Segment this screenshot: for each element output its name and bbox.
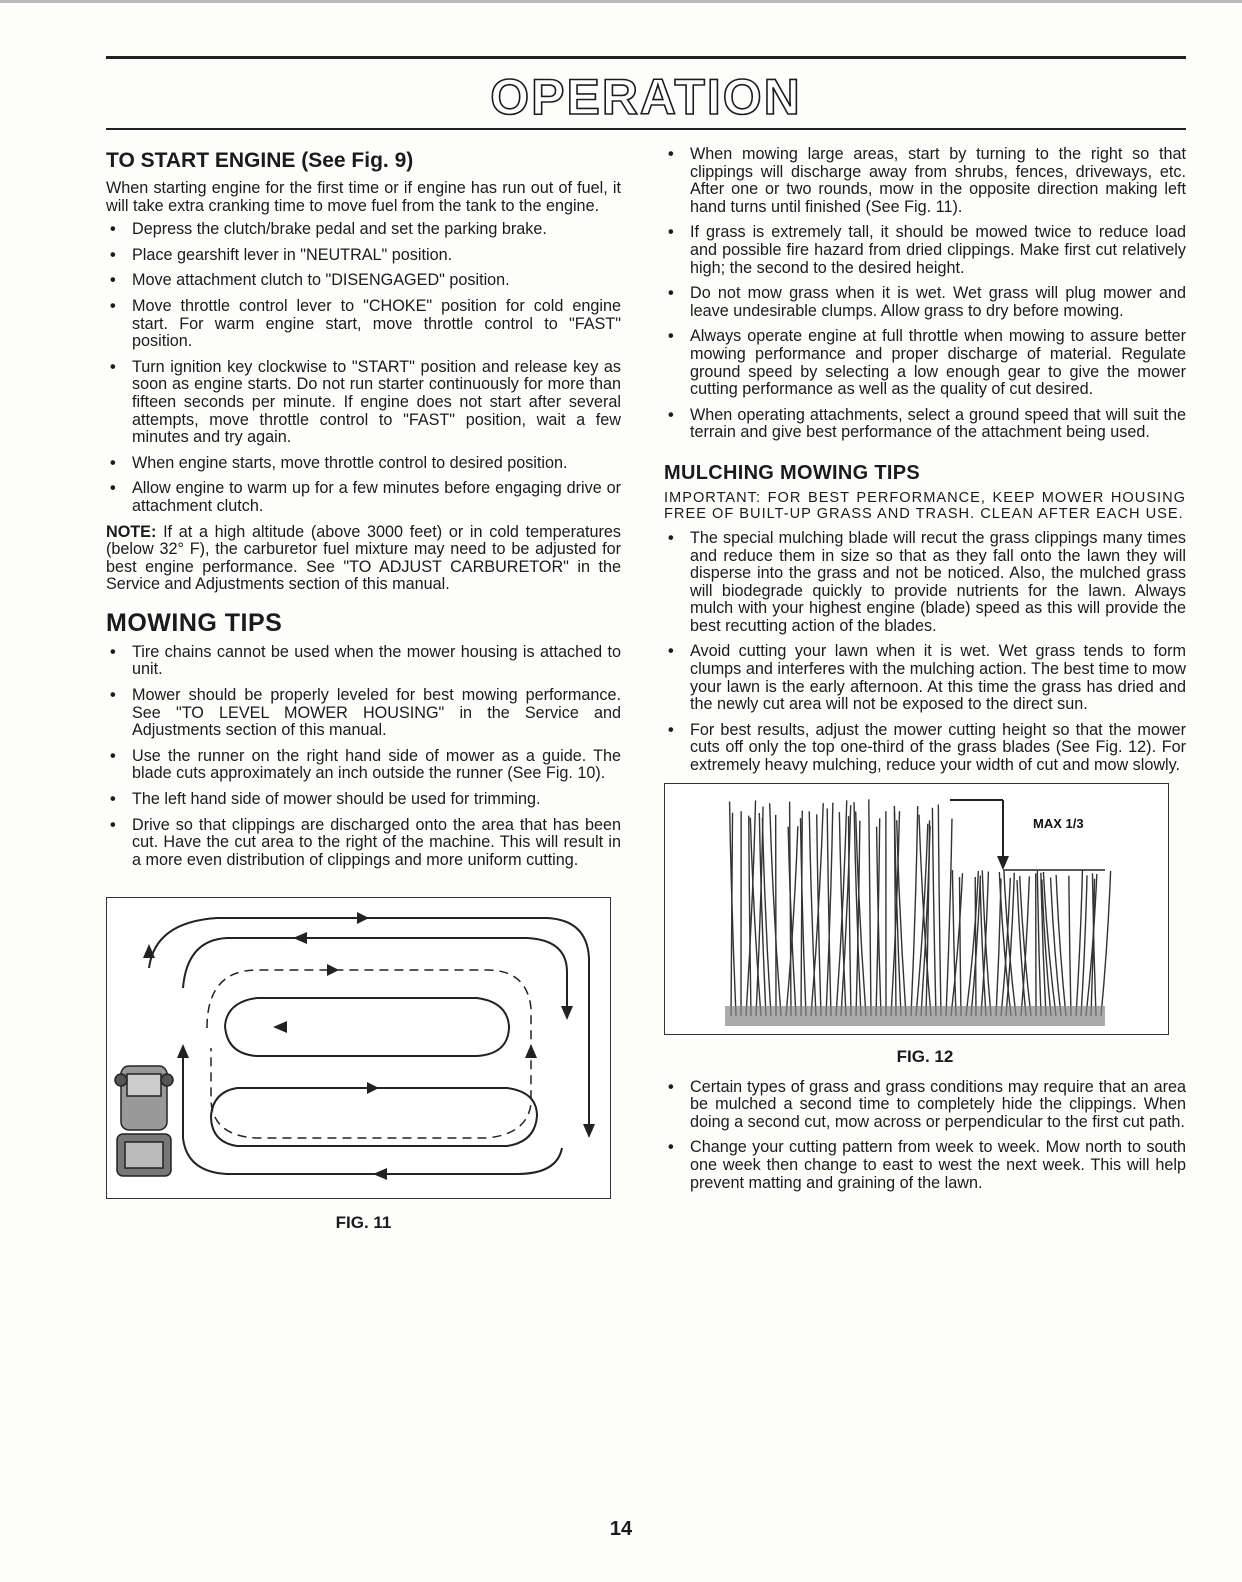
grass-blade [1037, 870, 1041, 1015]
fig11-mowing-pattern [106, 897, 611, 1199]
grass-blade [975, 877, 976, 1016]
important-notice: IMPORTANT: FOR BEST PERFORMANCE, KEEP MOWER HOUSING FREE OF BUILT-UP GRASS AND TRASH. CLEAN AFTER EACH USE. [664, 489, 1186, 522]
grass-blade [897, 820, 906, 1016]
mowing-tips-list [106, 644, 621, 870]
grass-blade [1056, 874, 1066, 1015]
max-label: MAX 1/3 [1033, 815, 1084, 831]
start-engine-heading: TO START ENGINE (See Fig. 9) [106, 149, 414, 172]
note-paragraph [106, 524, 621, 594]
list-item: • If grass is extremely tall, it should be mowed twice to reduce load and possible fire hazard from dried clippings. Make first cut relatively high; the second to the desired height. [668, 223, 1186, 277]
fig12-caption: FIG. 12 [896, 1046, 954, 1066]
tractor-icon [115, 1066, 173, 1176]
list-item: • Avoid cutting your lawn when it is wet. Wet grass tends to form clumps and interferes with the mulching action. The best time to mow your lawn is the early afternoon. At this time the grass has dried and the newly cut area will not be exposed to the direct sun. [668, 642, 1186, 714]
list-item: • The special mulching blade will recut the grass clippings many times and reduce them in size so that as they fall onto the lawn they will disperse into the grass and not be noticed. Also, the mulched grass will biodegrade quickly to provide nutrients for the lawn. Always mulch with your highest engine (blade) speed as this will provide the best recutting action of the blades. [668, 528, 1186, 635]
list-item: • Always operate engine at full throttle when mowing to assure better mowing performance and proper discharge of material. Regulate ground speed by selecting a low enough gear to give the mower cutting performance as well as the quality of cut desired. [668, 327, 1186, 399]
list-item: • Depress the clutch/brake pedal and set the parking brake. [110, 220, 547, 239]
grass-blade [1020, 876, 1031, 1016]
top-rule [106, 56, 1186, 59]
list-item: • Allow engine to warm up for a few minutes before engaging drive or attachment clutch. [110, 479, 621, 515]
fig12-grass-height [664, 783, 1169, 1035]
list-item: • The left hand side of mower should be used for trimming. [110, 790, 541, 809]
list-item: • When mowing large areas, start by turning to the right so that clippings will discharge away from shrubs, fences, driveways, etc. After one or two rounds, mow in the opposite direction making left hand turns until finished (See Fig. 11). [668, 145, 1186, 216]
note-label: NOTE: [106, 522, 157, 541]
mowing-pattern-illustration [107, 898, 610, 1198]
grass-blade [809, 811, 816, 1016]
list-item: • When engine starts, move throttle control to desired position. [110, 453, 568, 472]
grass-blade [932, 807, 936, 1015]
list-item: • Move throttle control lever to "CHOKE" position for cold engine start. For warm engine start, move throttle control to "FAST" position. [110, 296, 621, 351]
scan-edge [0, 0, 1242, 3]
list-item: • Do not mow grass when it is wet. Wet grass will plug mower and leave undesirable clumps. Allow grass to dry before mowing. [668, 284, 1186, 320]
grass-blade [982, 870, 991, 1016]
list-item: • Move attachment clutch to "DISENGAGED" position. [110, 271, 510, 290]
list-item: • Change your cutting pattern from week to week. Mow north to south one week then change to east to west the next week. This will help prevent matting and graining of the lawn. [668, 1138, 1186, 1192]
mulching-heading: MULCHING MOWING TIPS [664, 461, 920, 484]
grass-blade [762, 818, 771, 1016]
list-item: • Tire chains cannot be used when the mower housing is attached to unit. [110, 642, 621, 679]
grass-blade [1076, 870, 1082, 1016]
list-item: • Place gearshift lever in "NEUTRAL" position. [110, 245, 453, 264]
start-engine-list [106, 221, 621, 515]
list-item: • Use the runner on the right hand side of mower as a guide. The blade cuts approximately an inch outside the runner (See Fig. 10). [110, 746, 621, 783]
left-column [106, 140, 621, 1233]
grass-blade [869, 799, 871, 1016]
mowing-tips-heading: MOWING TIPS [106, 608, 283, 637]
page-number: 14 [609, 1518, 633, 1540]
grass-blade [938, 804, 941, 1016]
grass-blade [911, 806, 918, 1016]
list-item: • Mower should be properly leveled for best mowing performance. See "TO LEVEL MOWER HOUSING" in the Service and Adjustments section of this manual. [110, 686, 621, 740]
list-item: • Drive so that clippings are discharged onto the area that has been cut. Have the cut area to the right of the machine. This will result in a more even distribution of clippings and more uniform cutting. [110, 815, 621, 869]
grass-illustration [665, 784, 1168, 1034]
note-text: If at a high altitude (above 3000 feet) or in cold temperatures (below 32° F), the carburetor fuel mixture may need to be adjusted for best engine performance. See "TO ADJUST CARBURETOR" in the Service and Adjustments section of this manual. [106, 522, 621, 594]
grass-blade [946, 818, 952, 1015]
grass-blades [730, 799, 1111, 1016]
list-item: • Certain types of grass and grass conditions may require that an area be mulched a second time to completely hide the clippings. When doing a second cut, mow across or perpendicular to the first cut path. [668, 1077, 1186, 1131]
start-engine-intro: When starting engine for the first time or if engine has run out of fuel, it will take extra cranking time to move fuel from the tank to the engine. [106, 179, 621, 215]
list-item: • For best results, adjust the mower cutting height so that the mower cuts off only the top one-third of the grass blades (See Fig. 12). For extremely heavy mulching, reduce your width of cut and mow slowly. [668, 720, 1186, 775]
fig11-caption: FIG. 11 [335, 1213, 392, 1233]
grass-blade [817, 814, 821, 1016]
grass-blade [788, 826, 796, 1015]
list-item: • When operating attachments, select a ground speed that will suit the terrain and give best performance of the attachment being used. [668, 405, 1186, 442]
mulching-list-continued [664, 1079, 1186, 1193]
list-item: • Turn ignition key clockwise to "START" position and release key as soon as engine starts. Do not run starter continuously for more than fifteen seconds per minute. If engine does not start after several attempts, move throttle control to "FAST" position, wait a few minutes and try again. [110, 357, 621, 447]
page-title: OPERATION [490, 69, 802, 125]
mulching-list [664, 530, 1186, 775]
right-column [664, 140, 1186, 1200]
title-rule [106, 128, 1186, 130]
mowing-tips-continued-list [664, 146, 1186, 442]
grass-blade [1101, 871, 1111, 1016]
grass-blade [1069, 875, 1071, 1015]
